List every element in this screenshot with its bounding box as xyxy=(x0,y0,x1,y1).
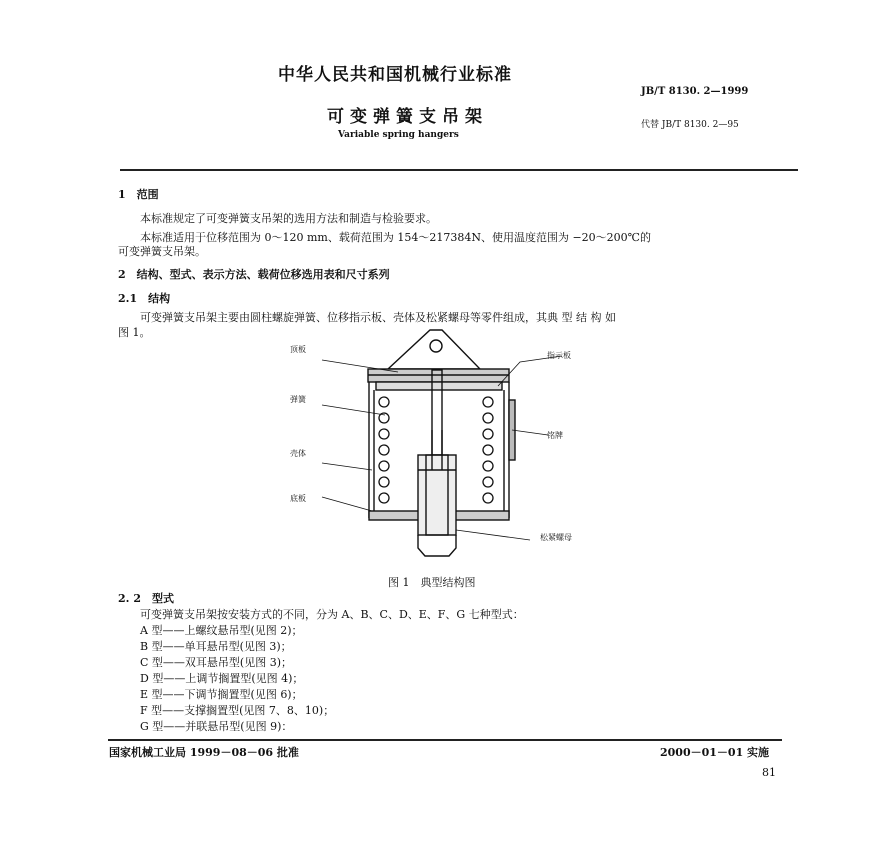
section-1-paragraph-2-line-2: 可变弹簧支吊架。 xyxy=(118,245,206,258)
type-item: D 型——上调节搁置型(见图 4)； xyxy=(140,672,304,685)
spring-coil xyxy=(483,461,493,471)
issuing-organization: 中华人民共和国机械行业标准 xyxy=(278,65,512,85)
type-item: A 型——上螺纹悬吊型(见图 2)； xyxy=(140,624,303,637)
footer-rule xyxy=(108,739,782,741)
spring-coil xyxy=(483,493,493,503)
spring-coil xyxy=(379,397,389,407)
label-shell: 壳体 xyxy=(290,449,306,458)
standard-code: JB/T 8130. 2—1999 xyxy=(641,86,749,97)
spring-coil xyxy=(379,445,389,455)
spring-coil xyxy=(483,477,493,487)
approval-line: 国家机械工业局 1999－08－06 批准 xyxy=(109,746,299,759)
header-rule xyxy=(120,169,798,171)
page-number: 81 xyxy=(762,766,776,779)
section-2-1-line-2: 图 1。 xyxy=(118,326,151,339)
spring-coil xyxy=(379,429,389,439)
label-top-plate: 顶板 xyxy=(290,345,306,354)
effective-date: 2000－01－01 实施 xyxy=(660,746,770,759)
english-title: Variable spring hangers xyxy=(338,130,459,140)
section-2-1-heading: 2.1 结构 xyxy=(118,292,171,305)
type-item: C 型——双耳悬吊型(见图 3)； xyxy=(140,656,292,669)
section-2-heading: 2 结构、型式、表示方法、载荷位移选用表和尺寸系列 xyxy=(118,268,390,281)
spring-coil xyxy=(483,429,493,439)
document-title: 可变弹簧支吊架 xyxy=(327,107,488,127)
label-bottom-plate: 底板 xyxy=(290,494,306,503)
type-item: B 型——单耳悬吊型(见图 3)； xyxy=(140,640,292,653)
spring-coil xyxy=(483,445,493,455)
label-spring: 弹簧 xyxy=(290,395,306,404)
spring-coil xyxy=(379,493,389,503)
label-indicator-plate: 指示板 xyxy=(547,351,571,360)
label-turnbuckle: 松紧螺母 xyxy=(540,533,572,542)
spring-coil xyxy=(379,477,389,487)
section-2-2-heading: 2. 2 型式 xyxy=(118,592,174,605)
type-item: E 型——下调节搁置型(见图 6)； xyxy=(140,688,303,701)
section-1-paragraph-2-line-1: 本标准适用于位移范围为 0～120 mm、载荷范围为 154～217384N、使用温度范围为 −20～200℃的 xyxy=(140,231,651,244)
spring-coil xyxy=(483,413,493,423)
section-2-1-line-1: 可变弹簧支吊架主要由圆柱螺旋弹簧、位移指示板、壳体及松紧螺母等零件组成，其典 型 结 构 如 xyxy=(140,311,616,324)
spring-coil xyxy=(483,397,493,407)
section-1-heading: 1 范围 xyxy=(118,188,159,201)
type-item: F 型——支撑搁置型(见图 7、8、10)； xyxy=(140,704,335,717)
section-2-2-intro: 可变弹簧支吊架按安装方式的不同，分为 A、B、C、D、E、F、G 七种型式： xyxy=(140,608,524,621)
label-nameplate: 铭牌 xyxy=(547,431,563,440)
figure-1-diagram xyxy=(250,325,640,575)
figure-1-caption: 图 1 典型结构图 xyxy=(388,576,476,589)
replaces-note: 代替 JB/T 8130. 2—95 xyxy=(641,120,739,130)
spring-coil xyxy=(379,461,389,471)
type-item: G 型——并联悬吊型(见图 9)： xyxy=(140,720,293,733)
section-1-paragraph-1: 本标准规定了可变弹簧支吊架的选用方法和制造与检验要求。 xyxy=(140,212,437,225)
